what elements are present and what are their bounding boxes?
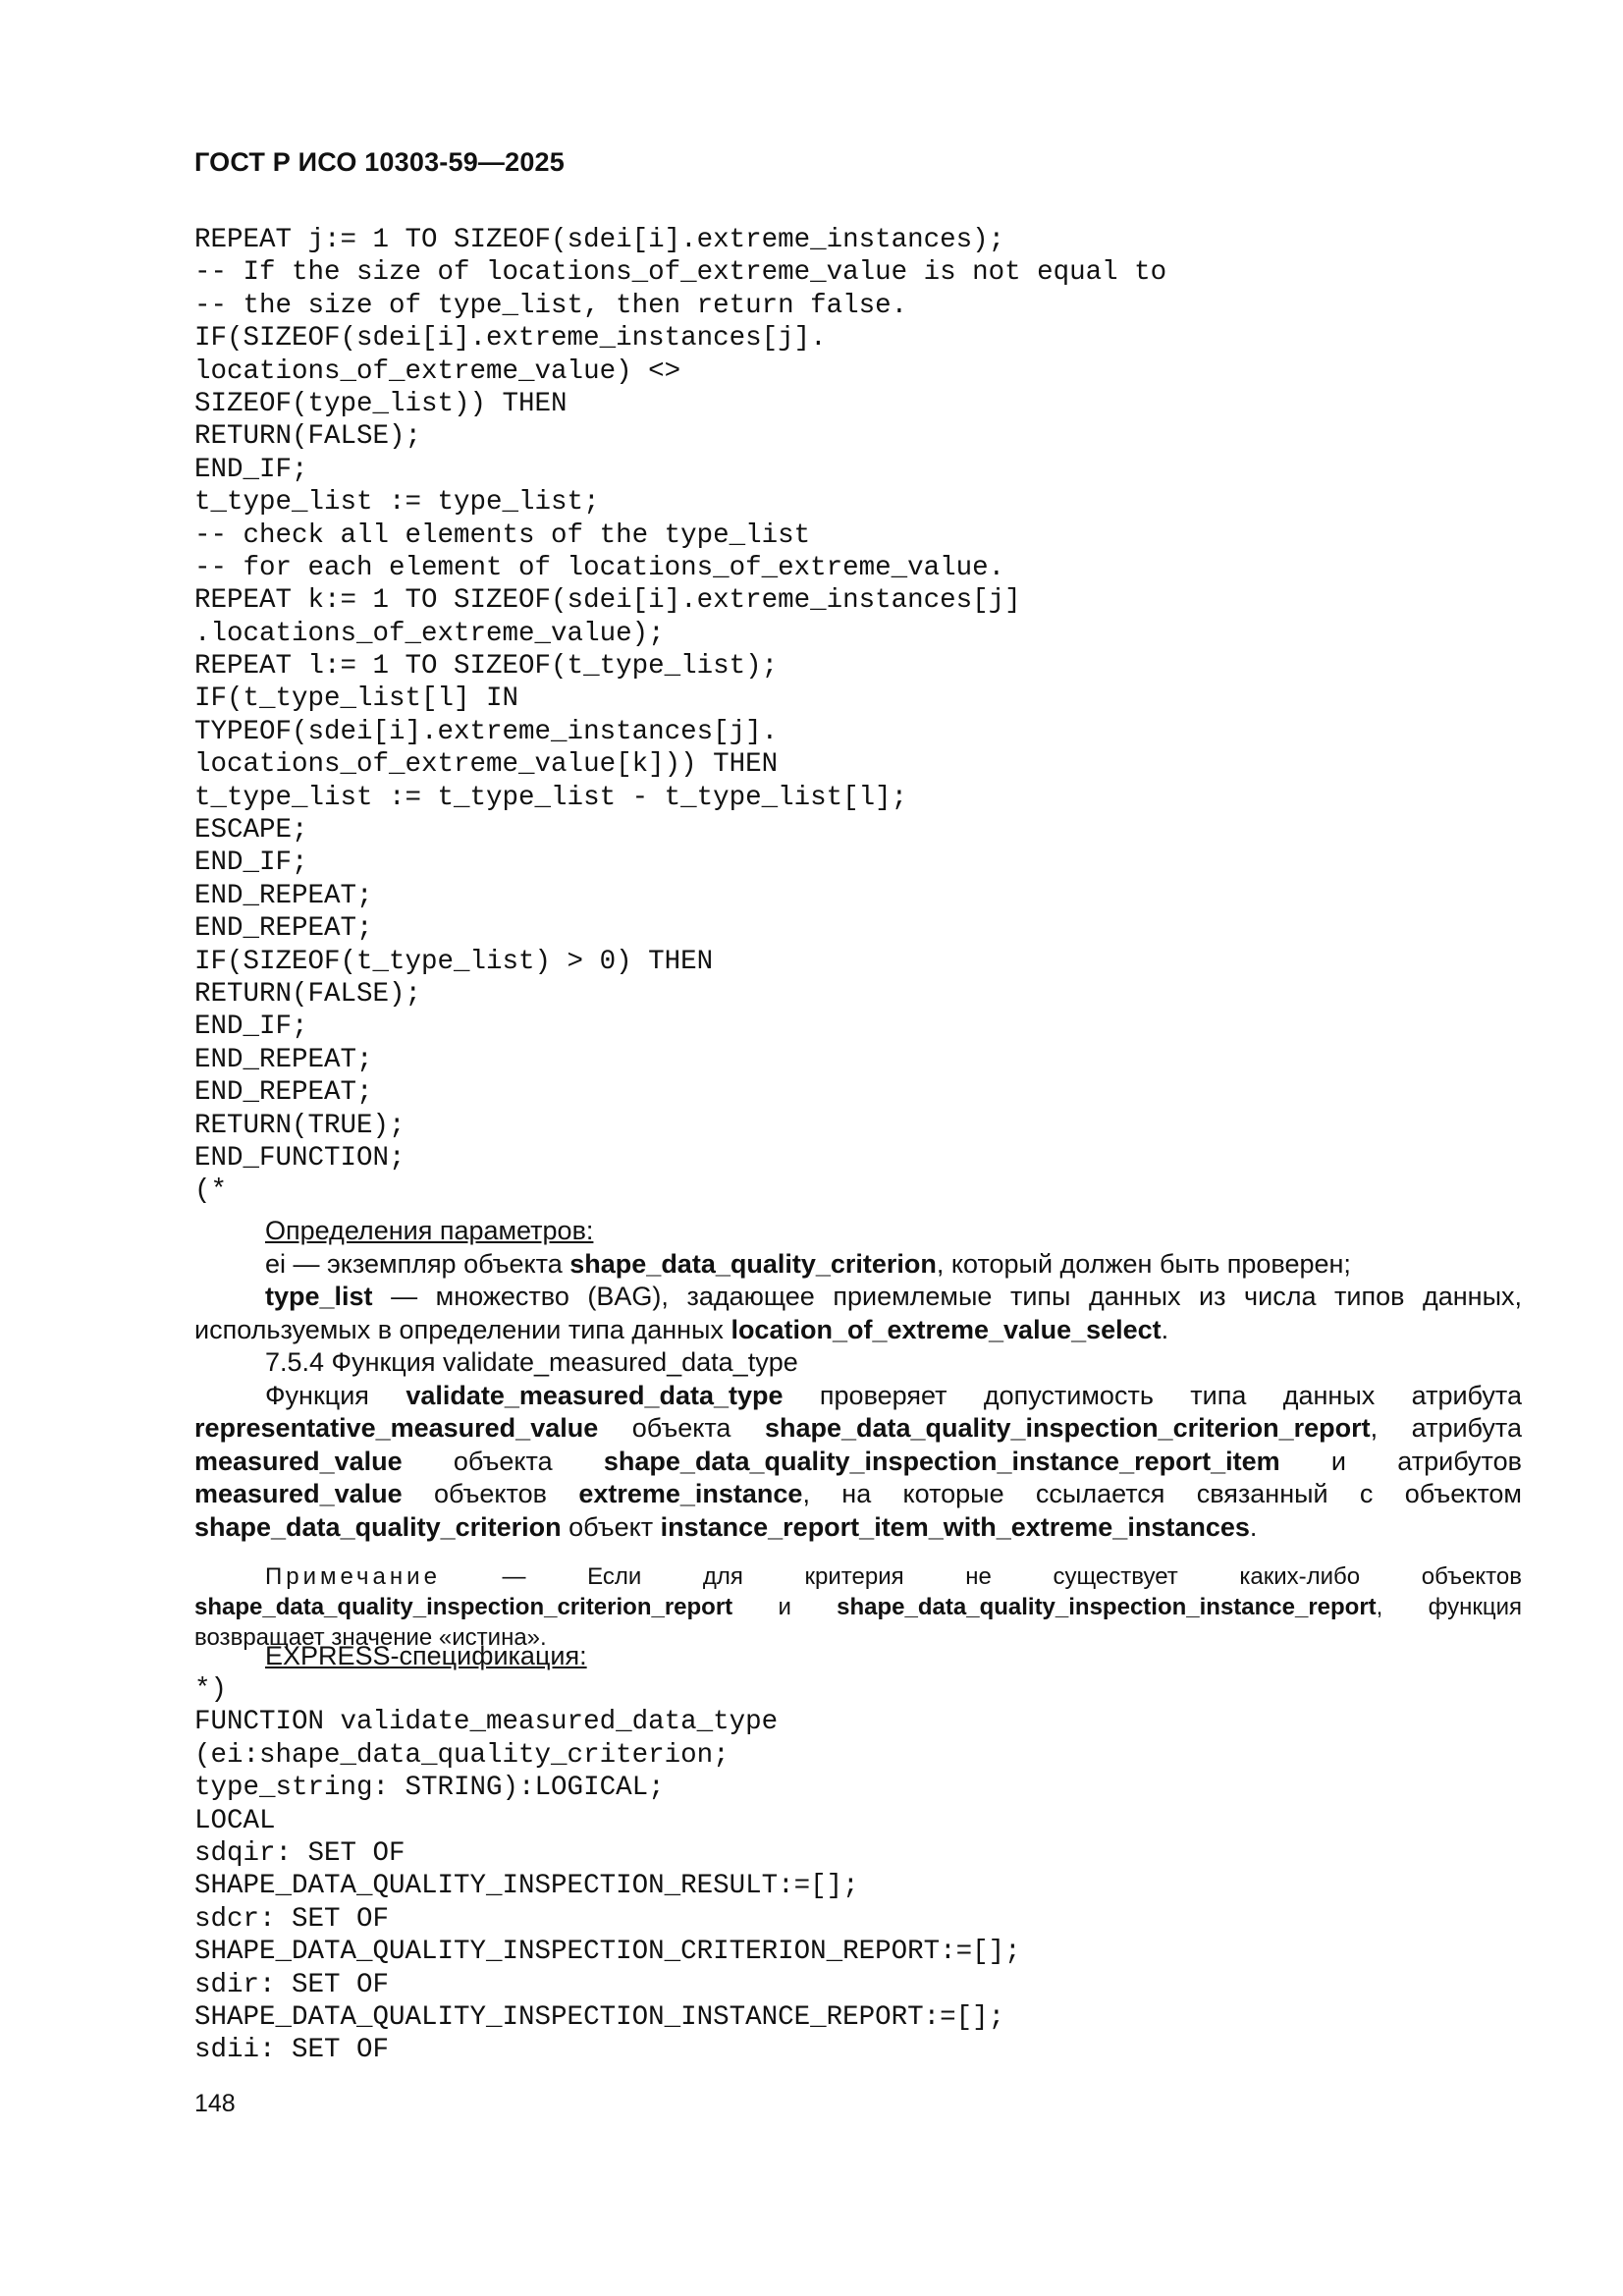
code-line: -- check all elements of the type_list	[194, 519, 811, 551]
code-line: ESCAPE;	[194, 815, 308, 847]
code-line: .locations_of_extreme_value);	[194, 618, 665, 649]
code-line: END_REPEAT;	[194, 1077, 373, 1109]
code-line: locations_of_extreme_value) <>	[194, 355, 681, 387]
section-heading: 7.5.4 Функция validate_measured_data_type	[265, 1347, 798, 1377]
parameters-heading: Определения параметров:	[265, 1216, 594, 1245]
code-line: END_IF;	[194, 1011, 308, 1043]
express-specification	[194, 1640, 1522, 1673]
code-line: sdqir: SET OF	[194, 1837, 406, 1869]
parameter-definitions	[194, 1215, 1522, 1544]
code-line: FUNCTION validate_measured_data_type	[194, 1707, 779, 1738]
note-label: Примечание	[265, 1563, 441, 1590]
code-line: sdii: SET OF	[194, 2035, 390, 2066]
code-line: (ei:shape_data_quality_criterion;	[194, 1739, 730, 1771]
code-line: *)	[194, 1674, 228, 1705]
note-paragraph: Примечание — Если для критерия не существует каких-либо объектов shape_data_quality_inspection_criterion_report и shape_data_quality_inspection_instance_report, функция возвращает значение «истина».	[194, 1563, 1523, 1651]
code-line: sdir: SET OF	[194, 1969, 390, 2000]
code-line: END_REPEAT;	[194, 880, 373, 911]
page-number: 148	[194, 2090, 236, 2117]
param-type-list: type_list — множество (BAG), задающее приемлемые типы данных из числа типов данных, используемых в определении типа данных location_of_extreme_value_select.	[194, 1282, 1522, 1344]
section-paragraph: Функция validate_measured_data_type проверяет допустимость типа данных атрибута representative_measured_value объекта shape_data_quality_inspection_criterion_report, атрибута measured_value объекта shape_data_quality_inspection_instance_report_item и атрибутов measured_value объектов extreme_instance, на которые ссылается связанный с объектом shape_data_quality_criterion объект instance_report_item_with_extreme_instances.	[194, 1380, 1522, 1542]
code-line: IF(t_type_list[l] IN	[194, 683, 519, 715]
express-heading: EXPRESS-спецификация:	[265, 1641, 587, 1670]
code-line: SHAPE_DATA_QUALITY_INSPECTION_INSTANCE_REPORT:=[];	[194, 2001, 1005, 2033]
code-line: REPEAT k:= 1 TO SIZEOF(sdei[i].extreme_instances[j]	[194, 585, 1021, 617]
page-header: ГОСТ Р ИСО 10303-59—2025	[194, 147, 565, 177]
code-line: END_REPEAT;	[194, 1044, 373, 1075]
code-line: REPEAT l:= 1 TO SIZEOF(t_type_list);	[194, 651, 779, 683]
code-line: IF(SIZEOF(t_type_list) > 0) THEN	[194, 946, 714, 977]
code-line: RETURN(TRUE);	[194, 1110, 406, 1141]
code-line: RETURN(FALSE);	[194, 978, 422, 1010]
code-line: END_REPEAT;	[194, 913, 373, 945]
code-line: RETURN(FALSE);	[194, 421, 422, 453]
code-line: sdcr: SET OF	[194, 1903, 390, 1935]
code-line: LOCAL	[194, 1805, 276, 1836]
code-line: SIZEOF(type_list)) THEN	[194, 388, 568, 419]
code-line: t_type_list := t_type_list - t_type_list[l];	[194, 782, 908, 813]
param-ei: ei — экземпляр объекта shape_data_quality_criterion, который должен быть проверен;	[265, 1248, 1351, 1279]
code-line: type_string: STRING):LOGICAL;	[194, 1773, 665, 1804]
code-line: TYPEOF(sdei[i].extreme_instances[j].	[194, 716, 779, 747]
code-line: END_FUNCTION;	[194, 1142, 406, 1174]
code-line: t_type_list := type_list;	[194, 487, 600, 519]
code-line: END_IF;	[194, 454, 308, 485]
code-line: END_IF;	[194, 847, 308, 879]
code-line: locations_of_extreme_value[k])) THEN	[194, 749, 779, 781]
code-line: -- for each element of locations_of_extreme_value.	[194, 552, 1005, 583]
code-line: REPEAT j:= 1 TO SIZEOF(sdei[i].extreme_instances);	[194, 225, 1005, 255]
code-block-express-1	[194, 224, 1166, 1208]
code-line: -- the size of type_list, then return false.	[194, 290, 908, 321]
code-line: IF(SIZEOF(sdei[i].extreme_instances[j].	[194, 323, 827, 355]
code-line: SHAPE_DATA_QUALITY_INSPECTION_RESULT:=[];	[194, 1871, 859, 1902]
code-block-express-2	[194, 1673, 1021, 2067]
code-line: -- If the size of locations_of_extreme_value is not equal to	[194, 257, 1167, 289]
code-line: (*	[194, 1175, 228, 1207]
code-line: SHAPE_DATA_QUALITY_INSPECTION_CRITERION_REPORT:=[];	[194, 1937, 1021, 1968]
